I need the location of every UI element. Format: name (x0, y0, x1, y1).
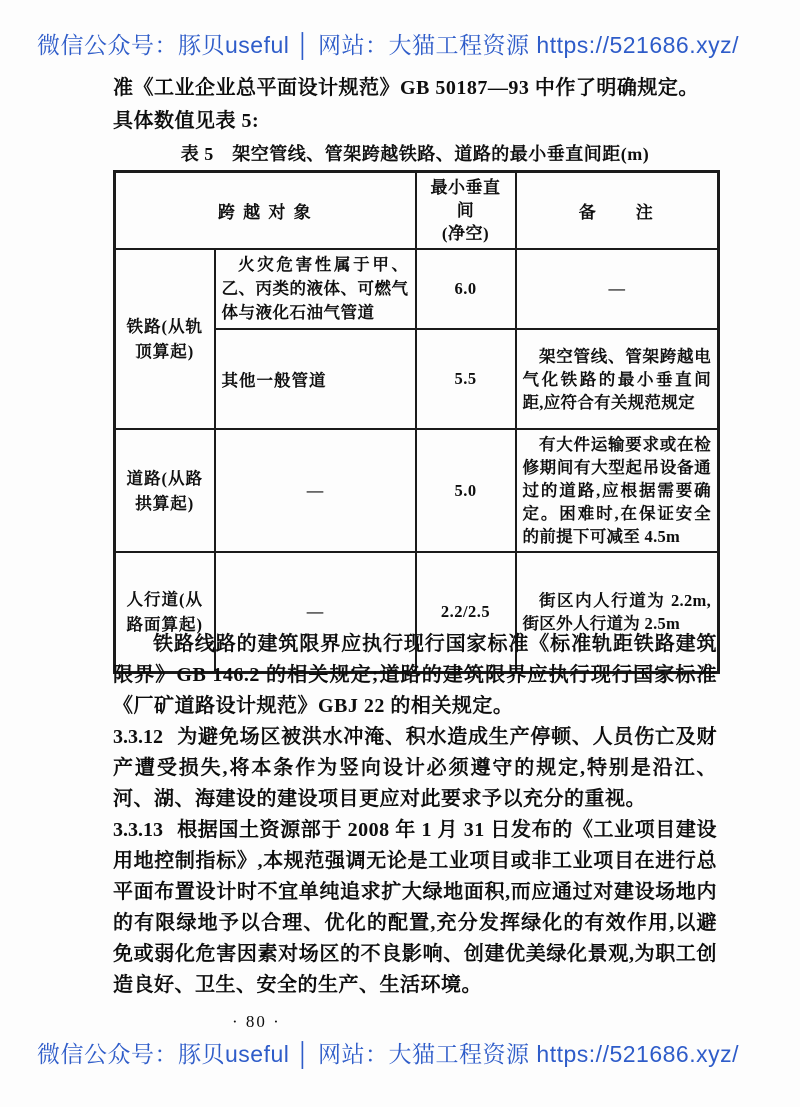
remark-cell-sidewalk-clearance: 街区内人行道为 2.2m,街区外人行道为 2.5m (516, 552, 719, 673)
remark-cell-dash-railway: — (516, 249, 719, 329)
remark-cell-electrified-railway: 架空管线、管架跨越电气化铁路的最小垂直间距,应符合有关规范规定 (516, 329, 719, 429)
value-cell-2-2-2-5: 2.2/2.5 (416, 552, 516, 673)
clause-number-3-3-13: 3.3.13 (113, 819, 163, 841)
intro-line-2: 具体数值见表 5: (113, 110, 260, 132)
min-clearance-header-line1: 最小垂直间 (430, 178, 501, 220)
col-header-remark: 备 注 (516, 172, 719, 250)
table-row-railway-flammable (115, 249, 719, 329)
table-row-road (115, 429, 719, 552)
category-cell-sidewalk: 人行道(从路面算起) (115, 552, 215, 673)
clause-number-3-3-12: 3.3.12 (113, 726, 163, 748)
clause-text-3-3-13: 根据国土资源部于 2008 年 1 月 31 日发布的《工业项目建设用地控制指标》,本规范强调无论是工业项目或非工业项目在进行总平面布置设计时不宜单纯追求扩大绿地面积,而应通过对建设场地内的有限绿地予以合理、优化的配置,充分发挥绿化的有效作用,以避免或弱化危害因素对场区的不良影响、创建优美绿化景观,为职工创造良好、卫生、安全的生产、生活环境。 (113, 819, 717, 996)
col-header-crossing-object: 跨 越 对 象 (115, 172, 416, 250)
footer-watermark: 微信公众号：豚贝useful │ 网站：大猫工程资源 https://521686.xyz/ (37, 1041, 739, 1067)
category-cell-road: 道路(从路拱算起) (115, 429, 215, 552)
col-header-min-clearance (416, 172, 516, 250)
table-header-row (115, 172, 719, 250)
body-text (113, 629, 717, 1001)
table-5-min-vertical-clearance (113, 170, 720, 674)
paragraph-building-clearance: 铁路线路的建筑限界应执行现行国家标准《标准轨距铁路建筑限界》GB 146.2 的相关规定;道路的建筑限界应执行现行国家标准《厂矿道路设计规范》GBJ 22 的相关规定。 (113, 633, 717, 717)
page-number: · 80 · (232, 1012, 281, 1031)
intro-line-1: 准《工业企业总平面设计规范》GB 50187—93 中作了明确规定。 (113, 77, 699, 99)
paragraph-3-3-12 (113, 722, 717, 815)
paragraph-3-3-13 (113, 815, 717, 1001)
object-cell-flammable-pipelines: 火灾危害性属于甲、乙、丙类的液体、可燃气体与液化石油气管道 (215, 249, 416, 329)
remark-cell-heavy-transport: 有大件运输要求或在检修期间有大型起吊设备通过的道路,应根据需要确定。困难时,在保证安全的前提下可减至 4.5m (516, 429, 719, 552)
object-cell-dash-sidewalk: — (215, 552, 416, 673)
min-clearance-header-line2: (净空) (441, 224, 490, 243)
header-watermark: 微信公众号：豚贝useful │ 网站：大猫工程资源 https://521686.xyz/ (37, 32, 739, 58)
value-cell-6-0: 6.0 (416, 249, 516, 329)
clause-text-3-3-12: 为避免场区被洪水冲淹、积水造成生产停顿、人员伤亡及财产遭受损失,将本条作为竖向设计必须遵守的规定,特别是沿江、河、湖、海建设的建设项目更应对此要求予以充分的重视。 (113, 726, 717, 810)
value-cell-5-0: 5.0 (416, 429, 516, 552)
table-caption: 表 5 架空管线、管架跨越铁路、道路的最小垂直间距(m) (180, 144, 650, 164)
object-cell-other-pipelines: 其他一般管道 (215, 329, 416, 429)
object-cell-dash-road: — (215, 429, 416, 552)
category-cell-railway: 铁路(从轨顶算起) (115, 249, 215, 429)
intro-paragraph (113, 72, 717, 138)
value-cell-5-5: 5.5 (416, 329, 516, 429)
